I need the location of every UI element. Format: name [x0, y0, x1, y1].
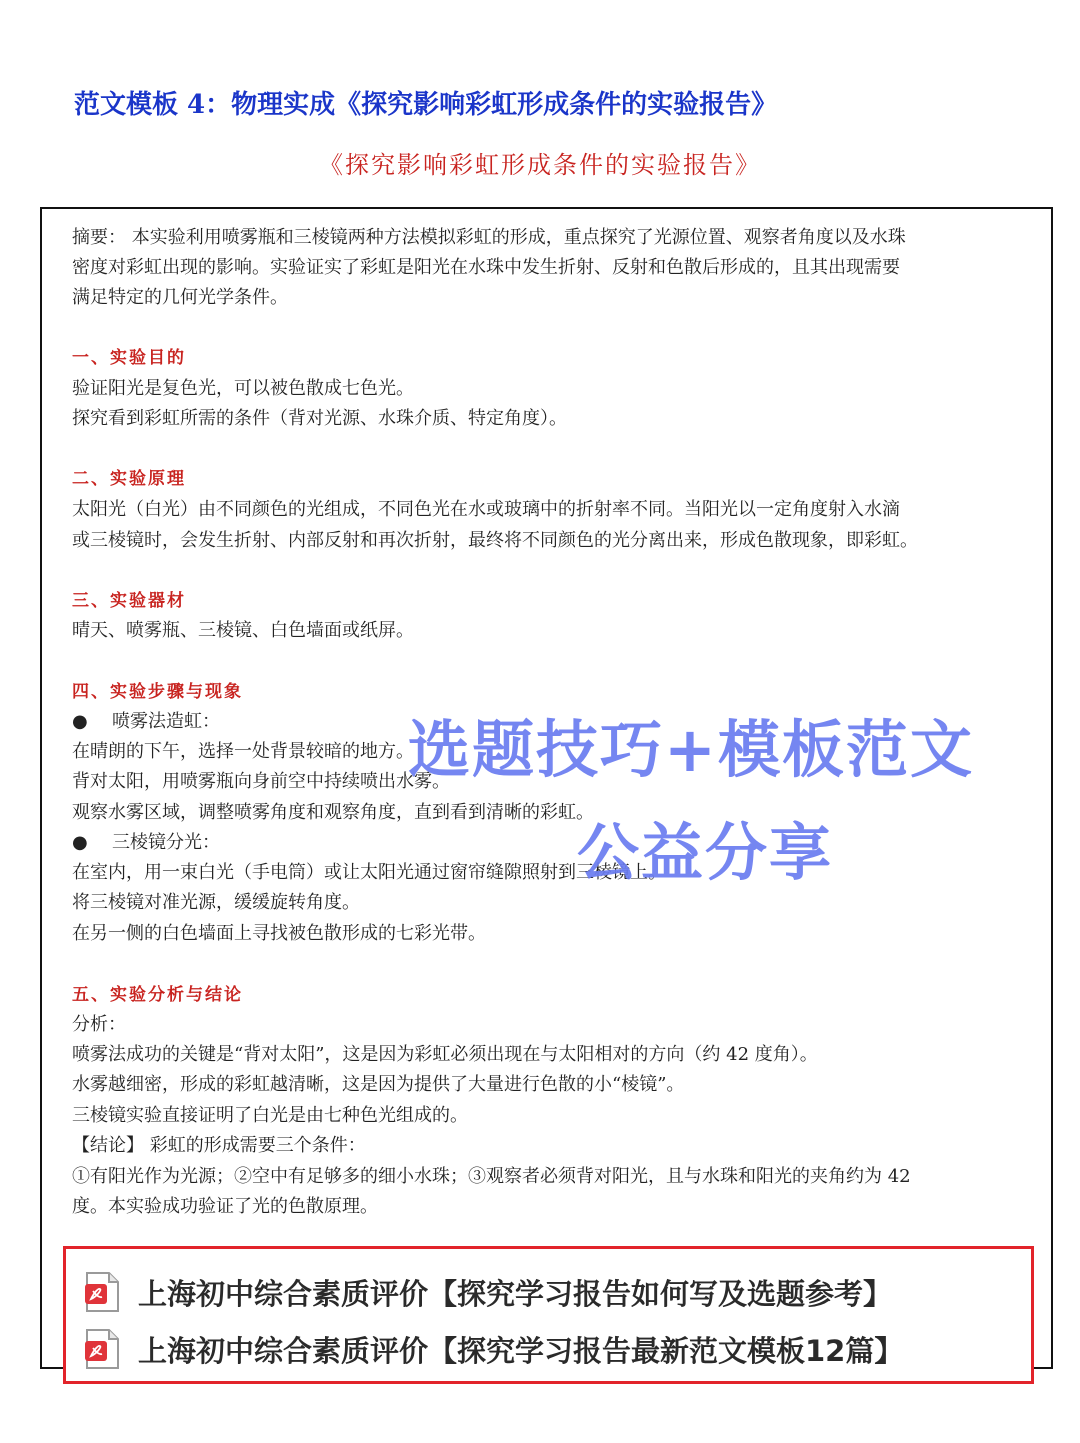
body-line: 或三棱镜时，会发生折射、内部反射和再次折射，最终将不同颜色的光分离出来，形成色散现象，即彩虹。 — [72, 530, 918, 551]
pdf-link-label: 上海初中综合素质评价【探究学习报告如何写及选题参考】 — [138, 1276, 893, 1311]
body-line: 度。本实验成功验证了光的色散原理。 — [72, 1196, 378, 1217]
bullet-label: 三棱镜分光： — [112, 832, 220, 853]
body-line: 晴天、喷雾瓶、三棱镜、白色墙面或纸屏。 — [72, 620, 414, 641]
body-line: 探究看到彩虹所需的条件（背对光源、水珠介质、特定角度）。 — [72, 408, 567, 429]
abstract-line: 摘要： 本实验利用喷雾瓶和三棱镜两种方法模拟彩虹的形成，重点探究了光源位置、观察者角度以及水珠 — [72, 227, 906, 248]
body-line: 太阳光（白光）由不同颜色的光组成，不同色光在水或玻璃中的折射率不同。当阳光以一定角度射入水滴 — [72, 499, 900, 520]
pdf-link-2[interactable] — [84, 1326, 903, 1372]
body-line: 在晴朗的下午，选择一处背景较暗的地方。 — [72, 741, 414, 762]
watermark-line-2: 公益分享 — [577, 816, 834, 889]
bullet-item — [72, 707, 220, 737]
section-title: 一、实验目的 — [72, 348, 186, 368]
pdf-icon — [84, 1328, 120, 1370]
abstract-line: 满足特定的几何光学条件。 — [72, 287, 288, 308]
pdf-icon — [84, 1271, 120, 1313]
section-title: 三、实验器材 — [72, 591, 186, 611]
section-title: 二、实验原理 — [72, 469, 186, 489]
abstract-line: 密度对彩虹出现的影响。实验证实了彩虹是阳光在水珠中发生折射、反射和色散后形成的，且其出现需要 — [72, 257, 900, 278]
body-line: ①有阳光作为光源；②空中有足够多的细小水珠；③观察者必须背对阳光，且与水珠和阳光的夹角约为 42 — [72, 1166, 911, 1187]
body-line: 喷雾法成功的关键是“背对太阳”，这是因为彩虹必须出现在与太阳相对的方向（约 42 度角）。 — [72, 1044, 818, 1065]
body-line: 水雾越细密，形成的彩虹越清晰，这是因为提供了大量进行色散的小“棱镜”。 — [72, 1074, 685, 1095]
bullet-dot-icon: ● — [72, 832, 88, 853]
body-line: 将三棱镜对准光源，缓缓旋转角度。 — [72, 892, 360, 913]
body-line: 三棱镜实验直接证明了白光是由七种色光组成的。 — [72, 1105, 468, 1126]
pdf-link-label: 上海初中综合素质评价【探究学习报告最新范文模板12篇】 — [138, 1333, 904, 1368]
body-line: 验证阳光是复色光，可以被色散成七色光。 — [72, 378, 414, 399]
bullet-dot-icon: ● — [72, 711, 88, 732]
body-line: 分析： — [72, 1014, 126, 1035]
body-line: 背对太阳，用喷雾瓶向身前空中持续喷出水雾。 — [72, 771, 450, 792]
watermark-line-1: 选题技巧+模板范文 — [408, 713, 974, 786]
body-line: 观察水雾区域，调整喷雾角度和观察角度，直到看到清晰的彩虹。 — [72, 802, 594, 823]
body-line: 【结论】 彩虹的形成需要三个条件： — [72, 1135, 366, 1156]
bullet-item — [72, 828, 220, 858]
bullet-label: 喷雾法造虹： — [112, 711, 220, 732]
pdf-link-1[interactable] — [84, 1269, 892, 1315]
link-box — [63, 1246, 1034, 1384]
heading-sub: 《探究影响彩虹形成条件的实验报告》 — [319, 151, 761, 179]
body-line: 在另一侧的白色墙面上寻找被色散形成的七彩光带。 — [72, 923, 486, 944]
section-title: 四、实验步骤与现象 — [72, 682, 243, 702]
heading-main: 范文模板 4：物理实成《探究影响彩虹形成条件的实验报告》 — [74, 90, 778, 120]
section-title: 五、实验分析与结论 — [72, 985, 243, 1005]
body-line: 在室内，用一束白光（手电筒）或让太阳光通过窗帘缝隙照射到三棱镜上。 — [72, 862, 666, 883]
